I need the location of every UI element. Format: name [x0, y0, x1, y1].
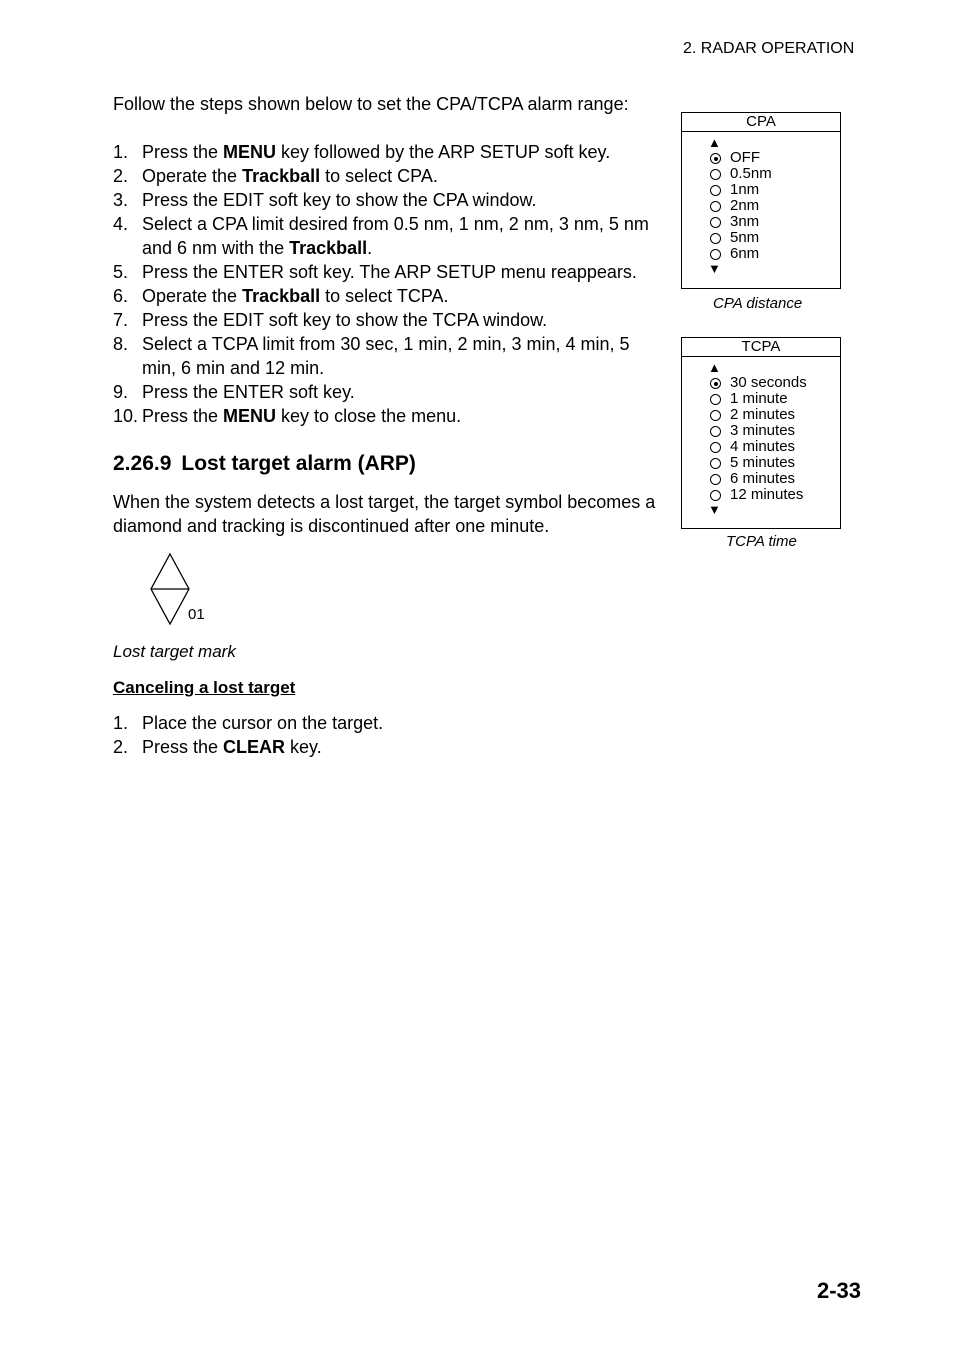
- radio-icon[interactable]: [710, 426, 721, 437]
- radio-icon[interactable]: [710, 442, 721, 453]
- step-number: 10.: [113, 406, 139, 426]
- option-label: 5nm: [730, 229, 760, 246]
- lost-target-diamond-icon: [148, 552, 218, 628]
- section-number: 2.26.9: [113, 452, 172, 475]
- key-name: Trackball: [242, 166, 321, 186]
- option-item[interactable]: [682, 375, 840, 391]
- step-text: key followed by the ARP SETUP soft key.: [276, 142, 611, 162]
- option-label: 6nm: [730, 245, 760, 262]
- radio-selected-icon[interactable]: [710, 378, 721, 389]
- step-number: 9.: [113, 382, 129, 402]
- list-item: [113, 140, 658, 164]
- key-name: Trackball: [289, 238, 368, 258]
- step-text: key.: [285, 737, 322, 757]
- option-item[interactable]: [682, 439, 840, 455]
- radio-icon[interactable]: [710, 233, 721, 244]
- step-number: 6.: [113, 286, 129, 306]
- scroll-down-arrow-icon[interactable]: ▼: [708, 502, 721, 517]
- option-item[interactable]: [682, 198, 840, 214]
- cpa-caption: CPA distance: [713, 295, 803, 312]
- list-item: [113, 735, 658, 759]
- tcpa-window: [681, 337, 841, 529]
- scroll-down-arrow-icon[interactable]: ▼: [708, 261, 721, 276]
- step-text: Press the ENTER soft key.: [142, 382, 355, 402]
- option-label: 6 minutes: [730, 470, 796, 487]
- cpa-tcpa-steps-list: [113, 140, 658, 428]
- radio-icon[interactable]: [710, 185, 721, 196]
- step-text: .: [367, 238, 373, 258]
- tcpa-options: [682, 375, 840, 503]
- radio-icon[interactable]: [710, 410, 721, 421]
- radio-icon[interactable]: [710, 201, 721, 212]
- radio-icon[interactable]: [710, 169, 721, 180]
- option-item[interactable]: [682, 230, 840, 246]
- step-text: to select TCPA.: [320, 286, 449, 306]
- key-name: CLEAR: [223, 737, 286, 757]
- option-item[interactable]: [682, 182, 840, 198]
- list-item: [113, 308, 658, 332]
- section-title: Lost target alarm (ARP): [181, 452, 416, 475]
- radio-icon[interactable]: [710, 458, 721, 469]
- page-number: 2-33: [817, 1278, 862, 1303]
- lost-target-mark-figure: [148, 552, 218, 633]
- option-item[interactable]: [682, 423, 840, 439]
- step-text: Operate the: [142, 286, 243, 306]
- radio-icon[interactable]: [710, 394, 721, 405]
- step-number: 1.: [113, 713, 129, 733]
- radio-icon[interactable]: [710, 217, 721, 228]
- option-label: 2 minutes: [730, 406, 796, 423]
- step-text: Press the: [142, 406, 224, 426]
- step-number: 8.: [113, 334, 129, 354]
- key-name: MENU: [223, 406, 277, 426]
- option-label: 3 minutes: [730, 422, 796, 439]
- step-number: 4.: [113, 214, 129, 234]
- step-text: Press the EDIT soft key to show the TCPA window.: [142, 310, 548, 330]
- step-number: 2.: [113, 166, 129, 186]
- option-label: 12 minutes: [730, 486, 804, 503]
- step-number: 5.: [113, 262, 129, 282]
- option-item[interactable]: [682, 471, 840, 487]
- step-text: key to close the menu.: [276, 406, 462, 426]
- step-text: to select CPA.: [320, 166, 438, 186]
- option-item[interactable]: [682, 455, 840, 471]
- key-name: Trackball: [242, 286, 321, 306]
- step-text: Press the ENTER soft key. The ARP SETUP menu reappears.: [142, 262, 637, 282]
- option-label: 1 minute: [730, 390, 788, 407]
- option-item[interactable]: [682, 391, 840, 407]
- step-number: 7.: [113, 310, 129, 330]
- radio-icon[interactable]: [710, 490, 721, 501]
- list-item: [113, 380, 658, 404]
- step-number: 3.: [113, 190, 129, 210]
- list-item: [113, 711, 658, 735]
- scroll-up-arrow-icon[interactable]: ▲: [708, 360, 721, 375]
- option-label: 1nm: [730, 181, 760, 198]
- lost-target-caption: Lost target mark: [113, 642, 236, 661]
- option-label: 5 minutes: [730, 454, 796, 471]
- option-item[interactable]: [682, 214, 840, 230]
- option-item[interactable]: [682, 246, 840, 262]
- cpa-options: [682, 150, 840, 262]
- option-item[interactable]: [682, 150, 840, 166]
- option-label: 4 minutes: [730, 438, 796, 455]
- key-name: MENU: [223, 142, 277, 162]
- option-label: OFF: [730, 149, 760, 166]
- list-item: [113, 164, 658, 188]
- list-item: [113, 212, 658, 260]
- cpa-window: [681, 112, 841, 289]
- step-text: Operate the: [142, 166, 243, 186]
- radio-icon[interactable]: [710, 474, 721, 485]
- option-item[interactable]: [682, 407, 840, 423]
- option-label: 30 seconds: [730, 374, 807, 391]
- subheading: Canceling a lost target: [113, 678, 296, 697]
- tcpa-caption: TCPA time: [726, 533, 797, 550]
- step-text: Press the: [142, 142, 224, 162]
- step-text: Press the: [142, 737, 224, 757]
- step-number: 2.: [113, 737, 129, 757]
- list-item: [113, 260, 658, 284]
- option-label: 2nm: [730, 197, 760, 214]
- step-text: Press the EDIT soft key to show the CPA window.: [142, 190, 537, 210]
- option-item[interactable]: [682, 166, 840, 182]
- list-item: [113, 188, 658, 212]
- tcpa-window-title: TCPA: [682, 338, 840, 357]
- step-text: Select a TCPA limit from 30 sec, 1 min, 2 min, 3 min, 4 min, 5 min, 6 min and 12 min.: [142, 334, 630, 378]
- list-item: [113, 404, 658, 428]
- option-label: 0.5nm: [730, 165, 772, 182]
- list-item: [113, 284, 658, 308]
- section-heading: [113, 452, 416, 476]
- target-number-label: 01: [188, 606, 205, 623]
- cancel-steps-list: [113, 711, 658, 759]
- scroll-up-arrow-icon[interactable]: ▲: [708, 135, 721, 150]
- section-paragraph: When the system detects a lost target, the target symbol becomes a diamond and tracking is discontinued after one minute.: [113, 492, 656, 536]
- radio-selected-icon[interactable]: [710, 153, 721, 164]
- intro-text: Follow the steps shown below to set the CPA/TCPA alarm range:: [113, 94, 629, 114]
- step-number: 1.: [113, 142, 129, 162]
- cpa-window-title: CPA: [682, 113, 840, 132]
- list-item: [113, 332, 658, 380]
- option-label: 3nm: [730, 213, 760, 230]
- step-text: Place the cursor on the target.: [142, 713, 384, 733]
- option-item[interactable]: [682, 487, 840, 503]
- radio-icon[interactable]: [710, 249, 721, 260]
- step-text: Select a CPA limit desired from 0.5 nm, 1 nm, 2 nm, 3 nm, 5 nm and 6 nm with the: [142, 214, 649, 258]
- running-header: 2. RADAR OPERATION: [683, 40, 855, 57]
